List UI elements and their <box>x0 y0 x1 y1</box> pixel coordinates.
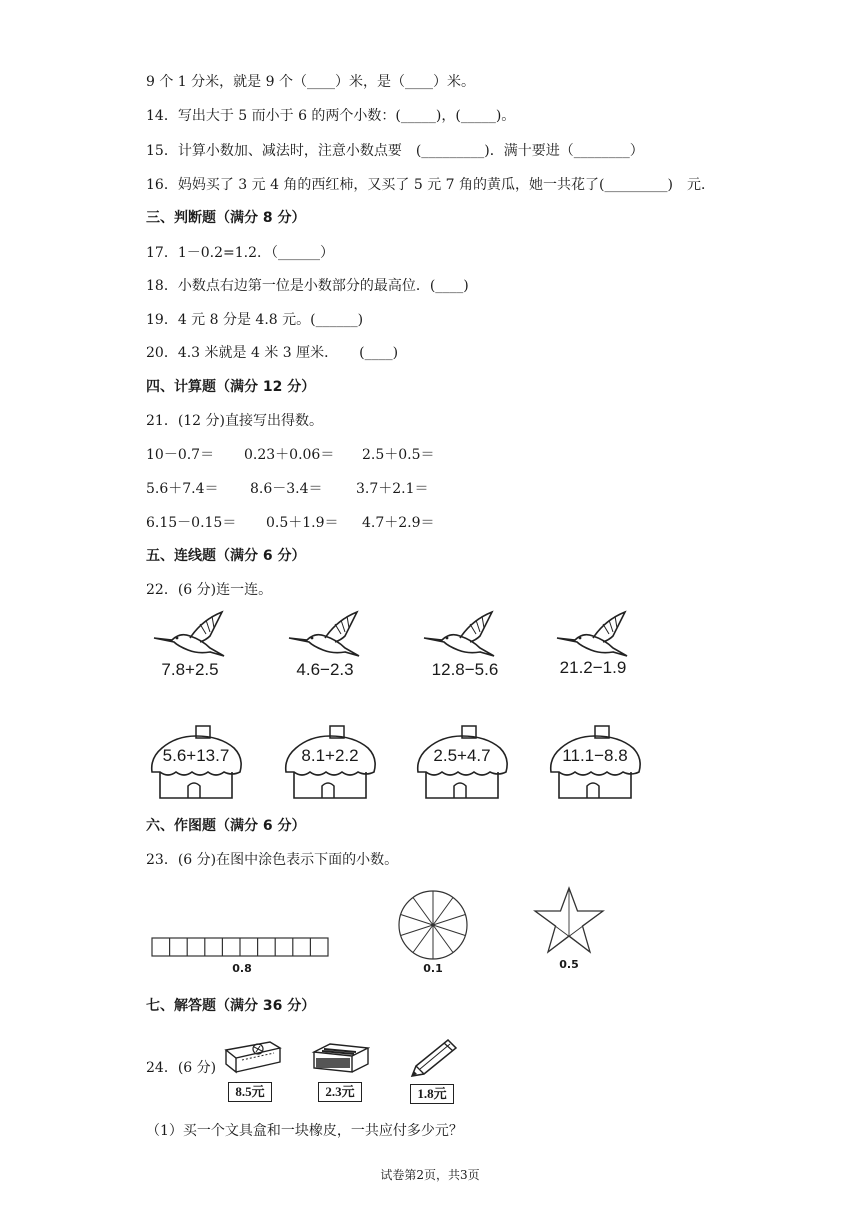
hummingbird-icon <box>420 610 510 660</box>
bar-label: 0.8 <box>232 962 252 975</box>
bird-label: 12.8−5.6 <box>431 660 499 679</box>
calc-item: 2.5＋0.5＝ <box>362 447 435 463</box>
bird-card-1[interactable] <box>150 610 240 686</box>
calc-item: 8.6－3.4＝ <box>250 481 323 497</box>
ten-cell-bar <box>150 936 332 958</box>
hummingbird-icon <box>285 610 375 660</box>
bird-label: 7.8+2.5 <box>161 660 219 679</box>
calc-item: 0.5＋1.9＝ <box>266 515 339 531</box>
question-23: 23．(6 分)在图中涂色表示下面的小数。 <box>146 852 399 868</box>
question-19: 19．4 元 8 分是 4.8 元。(______) <box>146 312 364 328</box>
section-4-heading: 四、计算题（满分 12 分） <box>146 379 316 395</box>
bird-label: 4.6−2.3 <box>296 660 354 679</box>
house-label: 11.1−8.8 <box>562 746 628 765</box>
house-card-2[interactable] <box>280 722 380 804</box>
question-15: 15．计算小数加、减法时，注意小数点要 (_________)．满十要进（________） <box>146 143 644 159</box>
section-6-heading: 六、作图题（满分 6 分） <box>146 818 306 834</box>
eraser-item[interactable] <box>310 1040 370 1106</box>
hummingbird-icon <box>150 610 240 660</box>
question-18: 18．小数点右边第一位是小数部分的最高位．(____) <box>146 278 469 294</box>
house-label: 2.5+4.7 <box>433 746 491 765</box>
house-label: 5.6+13.7 <box>162 746 230 765</box>
section-7-heading: 七、解答题（满分 36 分） <box>146 998 316 1014</box>
circle-label: 0.1 <box>423 962 443 975</box>
hummingbird-icon <box>553 610 643 660</box>
pencil-item[interactable] <box>404 1036 464 1106</box>
calc-item: 10－0.7＝ <box>146 447 215 463</box>
price-tag: 2.3元 <box>318 1082 362 1102</box>
star-icon <box>532 886 606 956</box>
section-3-heading: 三、判断题（满分 8 分） <box>146 210 306 226</box>
q13-continued: 9 个 1 分米，就是 9 个（____）米，是（____）米。 <box>146 74 475 90</box>
question-21: 21．(12 分)直接写出得数。 <box>146 413 324 429</box>
star-figure[interactable] <box>532 886 606 976</box>
house-card-1[interactable] <box>146 722 246 804</box>
question-17: 17．1－0.2=1.2．（______） <box>146 245 334 261</box>
question-20: 20．4.3 米就是 4 米 3 厘米． (____) <box>146 345 399 361</box>
calc-item: 5.6＋7.4＝ <box>146 481 219 497</box>
pencil-icon <box>404 1036 464 1080</box>
price-tag: 8.5元 <box>228 1082 272 1102</box>
calc-item: 3.7＋2.1＝ <box>356 481 429 497</box>
house-card-4[interactable] <box>545 722 645 804</box>
calc-row-1 <box>146 445 435 465</box>
calc-row-3 <box>146 513 435 533</box>
question-24: 24．(6 分) <box>146 1060 217 1076</box>
calc-item: 6.15－0.15＝ <box>146 515 237 531</box>
page-footer: 试卷第2页，共3页 <box>380 1168 480 1182</box>
calc-item: 0.23＋0.06＝ <box>244 447 335 463</box>
calc-item: 4.7＋2.9＝ <box>362 515 435 531</box>
star-label: 0.5 <box>559 958 579 971</box>
question-22: 22．(6 分)连一连。 <box>146 582 273 598</box>
bird-card-2[interactable] <box>285 610 375 686</box>
section-5-heading: 五、连线题（满分 6 分） <box>146 548 306 564</box>
pencil-case-item[interactable] <box>222 1036 282 1106</box>
bird-card-3[interactable] <box>420 610 510 686</box>
question-16: 16．妈妈买了 3 元 4 角的西红柿，又买了 5 元 7 角的黄瓜，她一共花了(_________) 元． <box>146 177 715 193</box>
circle-figure[interactable] <box>396 888 470 978</box>
eraser-icon <box>310 1040 370 1078</box>
bird-card-4[interactable] <box>553 610 643 686</box>
house-label: 8.1+2.2 <box>301 746 359 765</box>
bar-figure[interactable] <box>150 936 332 976</box>
price-tag: 1.8元 <box>410 1084 454 1104</box>
bird-label: 21.2−1.9 <box>559 658 627 677</box>
question-14: 14．写出大于 5 而小于 6 的两个小数：(_____)，(_____)。 <box>146 108 516 124</box>
pencil-case-icon <box>222 1036 282 1076</box>
calc-row-2 <box>146 479 429 499</box>
house-card-3[interactable] <box>412 722 512 804</box>
question-24-part-1: （1）买一个文具盒和一块橡皮，一共应付多少元？ <box>146 1123 463 1139</box>
ten-sector-circle <box>396 888 470 962</box>
